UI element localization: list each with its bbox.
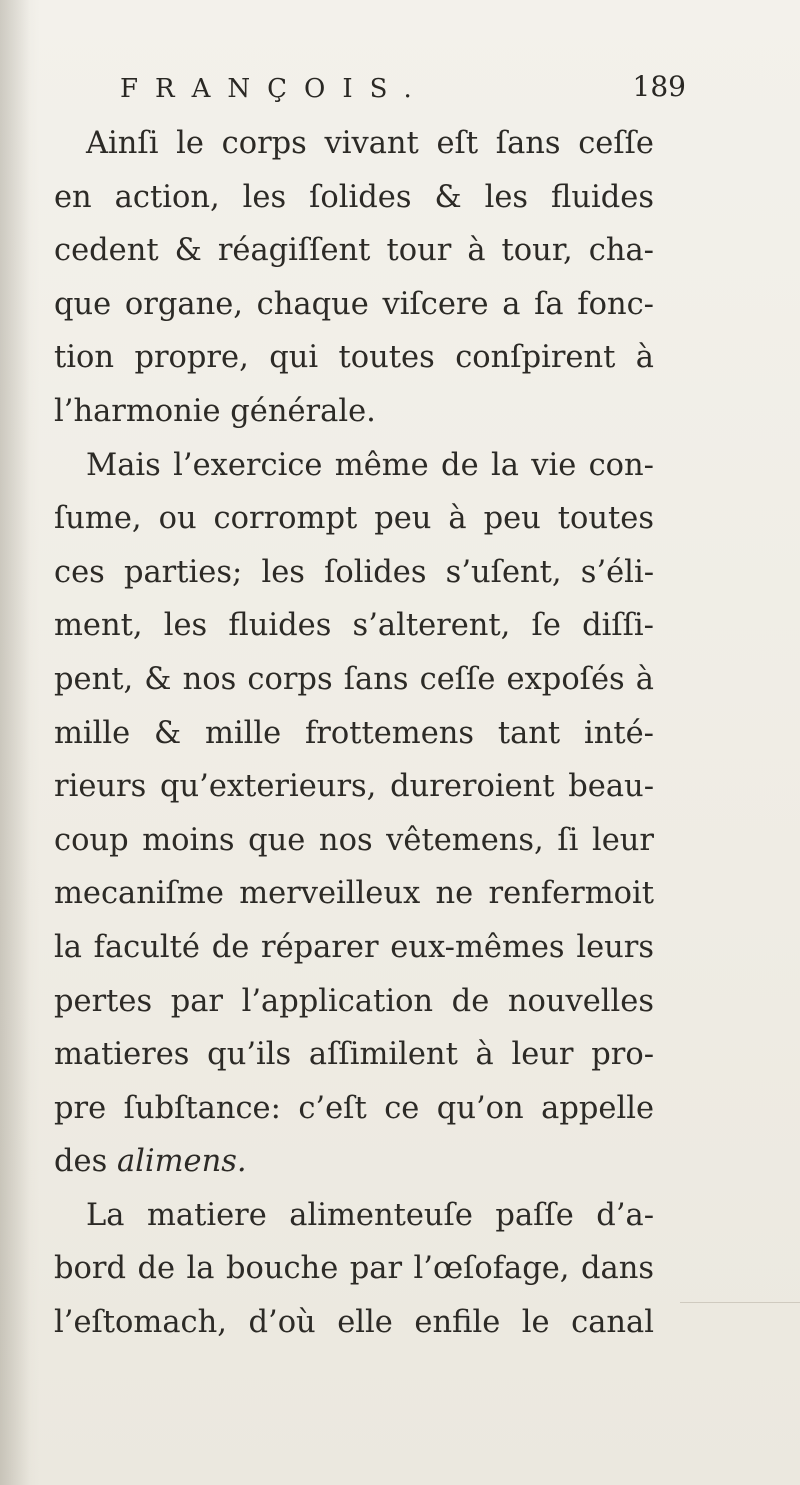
text-line: matieres qu’ils aſſimilent à leur pro-: [54, 1037, 654, 1073]
gutter-shadow: [0, 0, 30, 1485]
text-line: La matiere alimenteuſe paſſe d’a-: [86, 1197, 654, 1233]
text-line: en action, les ſolides & les fluides: [54, 179, 654, 215]
text-line: ment, les fluides s’alterent, ſe diſſi-: [54, 608, 654, 644]
text-line: mecaniſme merveilleux ne renfermoit: [54, 876, 654, 912]
body-text: [54, 117, 654, 1350]
text-line: la faculté de réparer eux-mêmes leurs: [54, 929, 654, 965]
text-line: pent, & nos corps ſans ceſſe expoſés à: [54, 661, 654, 697]
text-line: l’eſtomach, d’où elle enfile le canal: [54, 1305, 654, 1341]
text-line: Ainſi le corps vivant eſt ſans ceſſe: [86, 126, 654, 161]
page-header: [120, 66, 686, 116]
text-line: pertes par l’application de nouvelles: [54, 983, 654, 1019]
text-fragment: des: [54, 1144, 108, 1180]
running-head: FRANÇOIS.: [120, 74, 429, 104]
italic-term: alimens.: [116, 1144, 247, 1180]
text-line: que organe, chaque viſcere a ſa fonc-: [54, 286, 654, 322]
text-line: bord de la bouche par l’œſofage, dans: [54, 1251, 654, 1287]
page-number: 189: [632, 70, 686, 103]
text-line: l’harmonie générale.: [54, 393, 376, 429]
text-line: ſume, ou corrompt peu à peu toutes: [54, 501, 654, 537]
text-line: rieurs qu’exterieurs, dureroient beau-: [54, 769, 654, 805]
text-line-with-italic: [54, 1135, 654, 1189]
text-line: pre ſubſtance: c’eſt ce qu’on appelle: [54, 1090, 654, 1126]
text-line: cedent & réagiſſent tour à tour, cha-: [54, 233, 654, 269]
text-line: Mais l’exercice même de la vie con-: [86, 447, 654, 483]
page-edge-mark: [680, 1302, 800, 1303]
text-line: coup moins que nos vêtemens, ſi leur: [54, 822, 654, 858]
text-line: tion propre, qui toutes conſpirent à: [54, 340, 654, 376]
text-line: ces parties; les ſolides s’uſent, s’éli-: [54, 554, 654, 590]
text-line: mille & mille frottemens tant inté-: [54, 715, 654, 751]
